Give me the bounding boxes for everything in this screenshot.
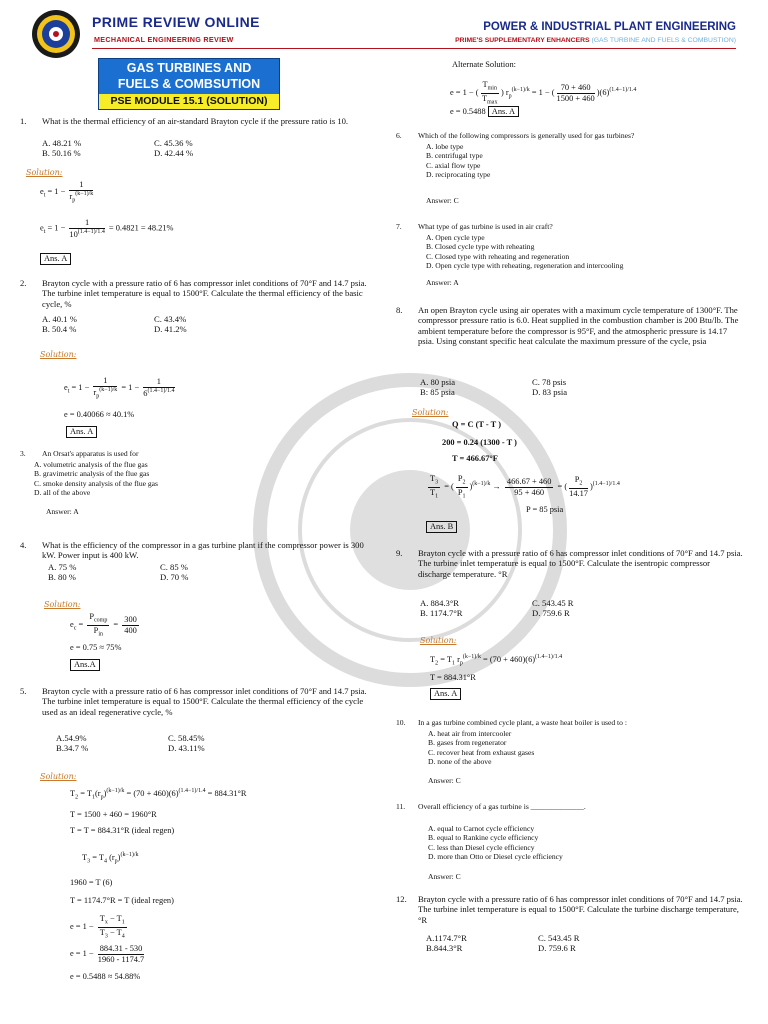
question-text: Overall efficiency of a gas turbine is ______________. bbox=[418, 802, 586, 811]
equation: $e_t = 1$ − $\frac{1}{r_p^{(k-1)/k}}$ bbox=[40, 180, 94, 204]
option: C. 85 % bbox=[160, 562, 188, 572]
option: C. recover heat from exhaust gases bbox=[428, 747, 535, 757]
equation-result: P = 85 psia bbox=[526, 505, 564, 514]
option: B. 50.4 % bbox=[42, 324, 77, 335]
option: B. 50.16 % bbox=[42, 148, 81, 159]
option: C. 78 psis bbox=[532, 377, 567, 387]
answer: Answer: C bbox=[428, 872, 461, 881]
equation: $T_2 = T_1$ $r_p^{(k-1)/k} = (70 + 460)(6)^{(1.4-1)/1.4}$ bbox=[430, 654, 563, 667]
option: D. reciprocating type bbox=[426, 169, 491, 179]
option: A. Open cycle type bbox=[426, 233, 485, 242]
option: D. 759.6 R bbox=[532, 608, 570, 619]
watermark-seal bbox=[250, 370, 570, 690]
brand-title: PRIME REVIEW ONLINE bbox=[92, 14, 260, 30]
answer-box: Ans. A bbox=[40, 253, 71, 265]
option: B. 80 % bbox=[48, 572, 76, 583]
option: A. lobe type bbox=[426, 142, 464, 151]
equation: 1960 = T (6) bbox=[70, 878, 113, 887]
answer: Answer: C bbox=[428, 776, 461, 785]
answer-box: Ans. B bbox=[426, 521, 457, 533]
option: A. 884.3°R bbox=[420, 598, 460, 608]
module-title-box bbox=[98, 58, 280, 110]
option: C. axial flow type bbox=[426, 160, 481, 170]
question-number: 7. bbox=[396, 222, 402, 231]
equation: Q = C (T - T ) bbox=[452, 420, 501, 429]
course-title: POWER & INDUSTRIAL PLANT ENGINEERING bbox=[483, 21, 736, 33]
equation: $e_c$ = $\frac{P_{comp}}{P_{in}}$ = $\frac{300}{400}$ bbox=[70, 612, 137, 638]
question-number: 4. bbox=[20, 540, 27, 550]
equation: e = 1 − $\frac{T_x - T_1}{T_3 - T_4}$ bbox=[70, 914, 125, 940]
course-subtitle-a: PRIME'S SUPPLEMENTARY ENHANCERS bbox=[455, 37, 590, 44]
options bbox=[426, 233, 623, 270]
module-title-line3: PSE MODULE 15.1 (SOLUTION) bbox=[99, 94, 279, 109]
option: A. 80 psia bbox=[420, 377, 456, 387]
question-number: 1. bbox=[20, 116, 27, 126]
options bbox=[420, 377, 632, 398]
option: D. 43.11% bbox=[168, 743, 205, 754]
equation: T = T = 884.31°R (ideal regen) bbox=[70, 826, 175, 835]
option: D. Open cycle type with reheating, regeneration and intercooling bbox=[426, 260, 624, 270]
equation: $T_2 = T_1(r_p)^{(k-1)/k} = (70 + 460)(6)^{(1.4-1)/1.4} = 884.31^\circ R$ bbox=[70, 788, 247, 801]
option: A.1174.7°R bbox=[426, 933, 467, 943]
options bbox=[42, 138, 254, 159]
option: D. all of the above bbox=[34, 487, 91, 497]
equation: 200 = 0.24 (1300 - T ) bbox=[442, 438, 517, 447]
option: A. heat air from intercooler bbox=[428, 729, 512, 738]
options bbox=[426, 142, 490, 179]
solution-label: Solution: bbox=[40, 772, 77, 781]
question-text: In a gas turbine combined cycle plant, a waste heat boiler is used to : bbox=[418, 718, 627, 727]
question-text: Brayton cycle with a pressure ratio of 6 has compressor inlet conditions of 70°F and 14.7 psia. The turbine inlet temperature is equal to 1500°F. Calculate the thermal efficiency of the cycle used as an ideal regenerative cycle, % bbox=[42, 686, 367, 717]
option: C. 543.45 R bbox=[532, 598, 574, 608]
result: = 0.4821 = 48.21% bbox=[108, 223, 174, 233]
question-text: What type of gas turbine is used in air craft? bbox=[418, 222, 553, 231]
answer: Answer: C bbox=[426, 196, 459, 205]
question-number: 10. bbox=[396, 718, 406, 727]
question-text: What is the thermal efficiency of an air-standard Brayton cycle if the pressure ratio is 10. bbox=[42, 116, 349, 126]
option: D. none of the above bbox=[428, 756, 492, 766]
option: B. gravimetric analysis of the flue gas bbox=[34, 469, 150, 479]
question-number: 6. bbox=[396, 131, 402, 140]
option: B. equal to Rankine cycle efficiency bbox=[428, 833, 539, 843]
option: D. 759.6 R bbox=[538, 943, 576, 954]
question-number: 2. bbox=[20, 278, 27, 288]
module-title-line1: GAS TURBINES AND bbox=[126, 61, 252, 75]
option: B.844.3°R bbox=[426, 943, 463, 954]
brand-subtitle: MECHANICAL ENGINEERING REVIEW bbox=[94, 35, 234, 44]
option: B. Closed cycle type with reheating bbox=[426, 242, 535, 252]
question-text: An Orsat's apparatus is used for bbox=[42, 449, 139, 458]
option: B: 85 psia bbox=[420, 387, 455, 398]
option: A. 75 % bbox=[48, 562, 77, 572]
alternate-solution-title: Alternate Solution: bbox=[452, 60, 516, 69]
question-text: Brayton cycle with a pressure ratio of 6 has compressor inlet conditions of 70°F and 14.7 psia. The turbine inlet temperature is equal to 1500°F. Calculate the isentropic compressor discharge temperature. °R bbox=[418, 548, 743, 579]
equation: $\frac{T_3}{T_1}$ = ( $\frac{P_2}{P_1}$ )$^{(k-1)/k}$ → $\frac{466.67 + 460}{95 + 460}$ = ( $\frac{P_2}{14.17}$ )$^{(1.4-1)/1.4}$ bbox=[430, 474, 620, 500]
option: B. centrifugal type bbox=[426, 151, 483, 161]
option: A. volumetric analysis of the flue gas bbox=[34, 460, 148, 469]
solution-label: Solution: bbox=[26, 168, 63, 177]
options bbox=[34, 460, 158, 497]
options bbox=[56, 733, 268, 754]
denominator: 1960 - 1174.7 bbox=[97, 954, 145, 964]
question-text: An open Brayton cycle using air operates with a maximum cycle temperature of 1300°F. The compressor pressure ratio is 6.0. Heat supplied in the combustion chamber is 200 Btu/lb. The ambient temperature before the compressor is 95°F, and the atmospheric pressure is 14.17 psia. Using constant specific heat calculate the maximum pressure of the cycle, psia bbox=[418, 305, 739, 347]
option: D. 70 % bbox=[160, 572, 189, 583]
option: B. gases from regenerator bbox=[428, 738, 507, 748]
options bbox=[428, 729, 534, 766]
solution-label: Solution: bbox=[44, 600, 81, 609]
numerator: 466.67 + 460 bbox=[506, 476, 552, 486]
result: e = 0.5488 bbox=[450, 107, 486, 116]
solution-label: Solution: bbox=[420, 636, 457, 645]
equation: T = 466.67°F bbox=[452, 454, 498, 463]
answer: Answer: A bbox=[426, 278, 459, 287]
logo bbox=[30, 8, 82, 60]
course-subtitle bbox=[455, 37, 736, 45]
option: D. 83 psia bbox=[532, 387, 568, 398]
option: A. 48.21 % bbox=[42, 138, 82, 148]
question-number: 8. bbox=[396, 305, 403, 315]
option: C. 58.45% bbox=[168, 733, 205, 743]
option: D. more than Otto or Diesel cycle efficiency bbox=[428, 851, 563, 861]
option: C. less than Diesel cycle efficiency bbox=[428, 842, 535, 852]
equation: $e_t = 1$ − $\frac{1}{r_p^{(k-1)/k}}$ = 1 − $\frac{1}{6^{(1.4-1)/1.4}}$ bbox=[64, 376, 175, 400]
answer-box: Ans.A bbox=[70, 659, 100, 671]
option: D. 42.44 % bbox=[154, 148, 194, 159]
options bbox=[420, 598, 632, 619]
options bbox=[48, 562, 260, 583]
question-text: Brayton cycle with a pressure ratio of 6 has compressor inlet conditions of 70°F and 14.7 psia. The turbine inlet temperature is equal to 1500°F. Calculate the thermal efficiency of the basic cycle, % bbox=[42, 278, 367, 309]
option: B.34.7 % bbox=[56, 743, 89, 754]
course-subtitle-b: (GAS TURBINE AND FUELS & COMBUSTION) bbox=[591, 37, 736, 44]
numerator: 884.31 - 530 bbox=[99, 944, 143, 953]
equation-result: e = 0.75 ≈ 75% bbox=[70, 643, 122, 652]
question-number: 5. bbox=[20, 686, 27, 696]
denominator: 95 + 460 bbox=[514, 487, 545, 497]
equation: e = 1 − $\frac{884.31 - 530}{1960 - 1174.7}$ bbox=[70, 944, 145, 964]
option: B. 1174.7°R bbox=[420, 608, 463, 619]
equation: $e_t = 1$ − $\frac{1}{10^{(1.4-1)/1.4}}$ = 0.4821 = 48.21% bbox=[40, 218, 174, 239]
equation: T = 1500 + 460 = 1960°R bbox=[70, 810, 157, 819]
equation-result: e = 0.5488 ≈ 54.88% bbox=[70, 972, 141, 981]
option: A.54.9% bbox=[56, 733, 87, 743]
option: C. 543.45 R bbox=[538, 933, 580, 943]
question-number: 3. bbox=[20, 449, 26, 458]
header-divider bbox=[92, 48, 736, 49]
equation: $T_3 = T_4$ $(r_p)^{(k-1)/k}$ bbox=[82, 852, 139, 865]
question-text: What is the efficiency of the compressor in a gas turbine plant if the compressor power is 300 kW. Power input is 400 kW. bbox=[42, 540, 364, 561]
solution-label: Solution: bbox=[412, 408, 449, 417]
equation-result: T = 884.31°R bbox=[430, 673, 476, 682]
option: C. 45.36 % bbox=[154, 138, 193, 148]
equation bbox=[450, 107, 519, 117]
question-number: 9. bbox=[396, 548, 403, 558]
equation: e = 1 − ( $\frac{T_{min}}{T_{max}}$ ) $r_p^{(k-1)/k} = 1$ − ( $\frac{70 + 460}{1500 + 460}$ )$(6)^{(1.4-1)/1.4}$ bbox=[450, 80, 637, 106]
option: A. 40.1 % bbox=[42, 314, 77, 324]
option: A. equal to Carnot cycle efficiency bbox=[428, 824, 535, 833]
options bbox=[428, 824, 563, 861]
solution-label: Solution: bbox=[40, 350, 77, 359]
equation-result: e = 0.40066 ≈ 40.1% bbox=[64, 410, 135, 419]
answer-box: Ans. A bbox=[66, 426, 97, 438]
answer-box: Ans. A bbox=[430, 688, 461, 700]
question-text: Which of the following compressors is generally used for gas turbines? bbox=[418, 131, 635, 140]
option: C. smoke density analysis of the flue gas bbox=[34, 478, 159, 488]
answer-box: Ans. A bbox=[488, 106, 519, 117]
option: C. 43.4% bbox=[154, 314, 187, 324]
options bbox=[42, 314, 254, 335]
equation: T = 1174.7°R = T (ideal regen) bbox=[70, 896, 174, 905]
question-text: Brayton cycle with a pressure ratio of 6 has compressor inlet conditions of 70°F and 14.7 psia. The turbine inlet temperature is equal to 1500°F. Calculate the turbine discharge temperature, °R bbox=[418, 894, 743, 925]
options bbox=[426, 933, 628, 954]
module-title-line2: FUELS & COMBSUTION bbox=[117, 76, 261, 91]
question-number: 12. bbox=[396, 894, 407, 904]
option: C. Closed type with reheating and regeneration bbox=[426, 251, 570, 261]
option: D. 41.2% bbox=[154, 324, 187, 335]
question-number: 11. bbox=[396, 802, 406, 811]
answer: Answer: A bbox=[46, 507, 79, 516]
